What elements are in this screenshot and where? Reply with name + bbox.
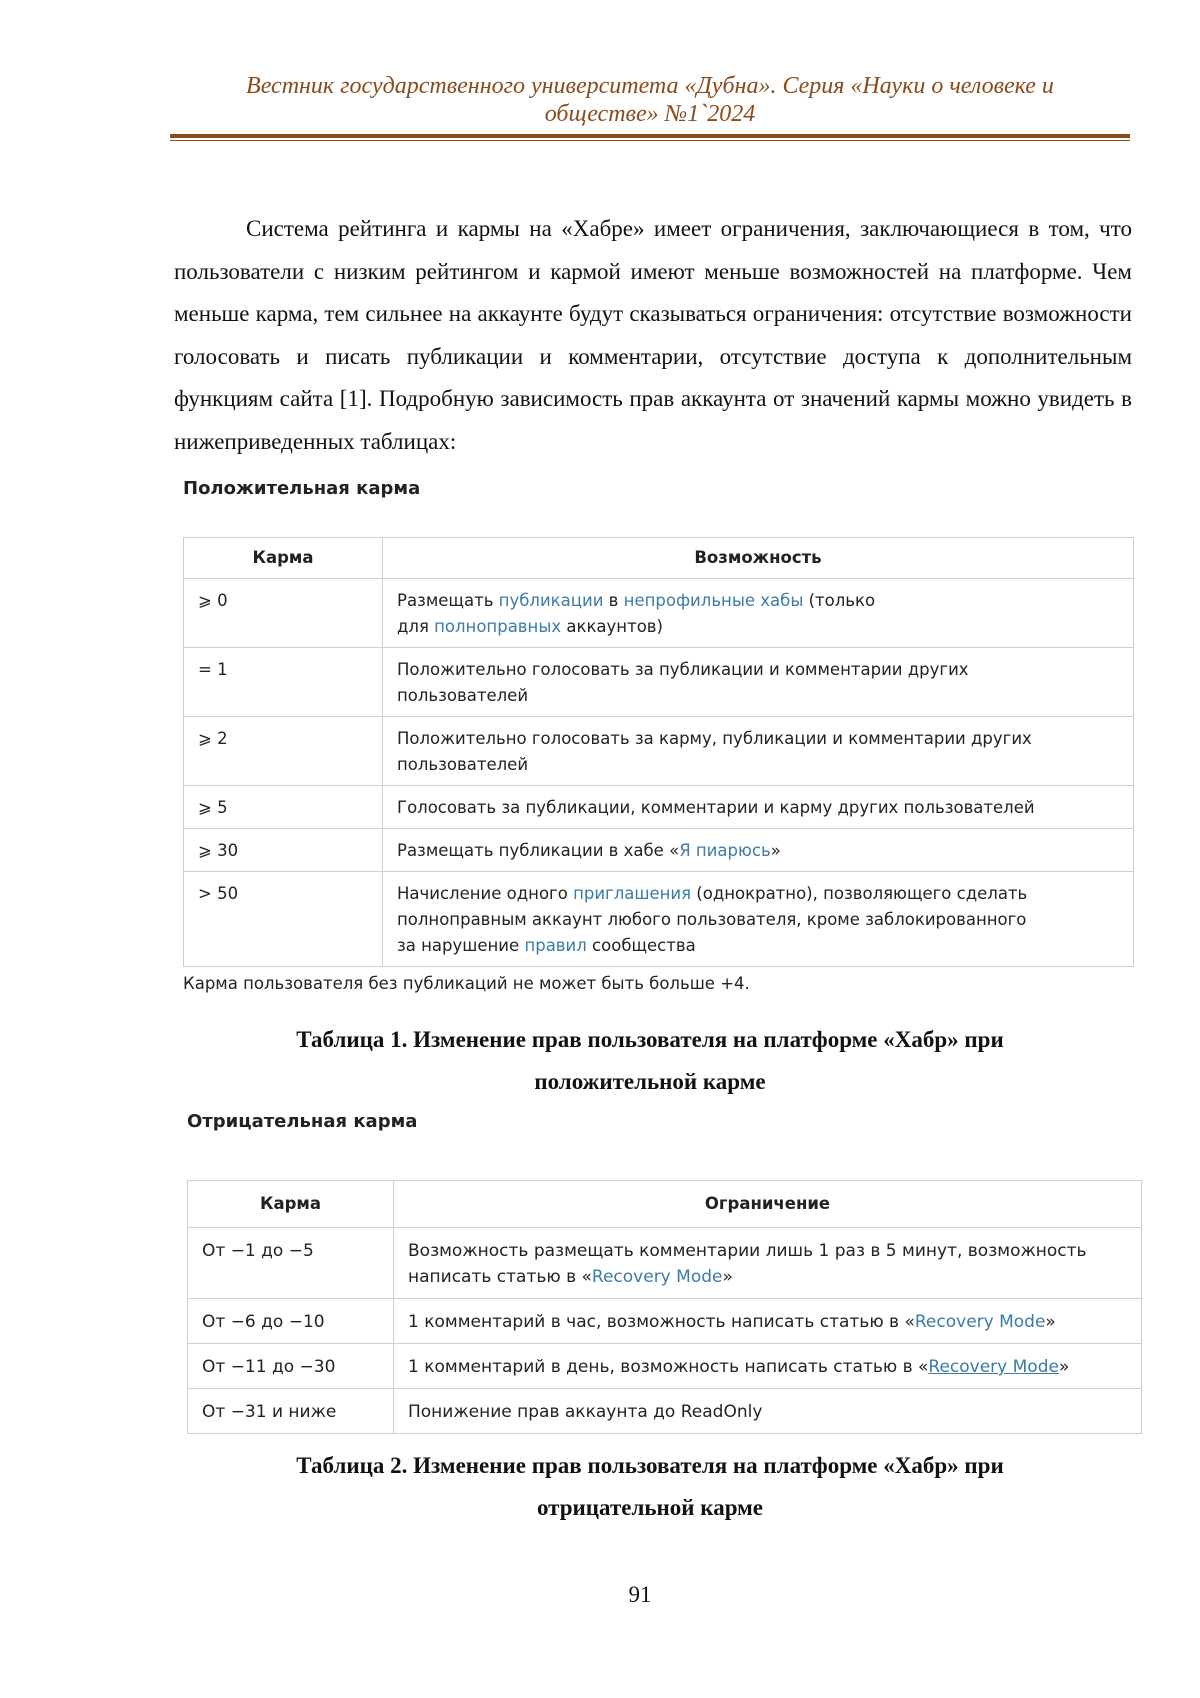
table-row bbox=[184, 872, 1134, 967]
restriction-cell bbox=[394, 1389, 1142, 1434]
column-header-restriction: Ограничение bbox=[394, 1181, 1142, 1228]
text-span: Размещать bbox=[397, 591, 499, 610]
text-span: (однократно), позволяющего сделать bbox=[691, 884, 1028, 903]
karma-range: От −11 до −30 bbox=[188, 1344, 394, 1389]
ability-cell bbox=[383, 829, 1134, 872]
table1-caption-line1: Таблица 1. Изменение прав пользователя на платформе «Хабр» при bbox=[296, 1027, 1004, 1052]
link-recovery-mode[interactable]: Recovery Mode bbox=[928, 1357, 1059, 1377]
table-header-row bbox=[184, 538, 1134, 579]
text-span: 1 комментарий в час, возможность написать статью в « bbox=[408, 1312, 915, 1332]
link-publications[interactable]: публикации bbox=[498, 591, 604, 610]
table-row bbox=[188, 1389, 1142, 1434]
table1-caption bbox=[250, 1019, 1050, 1103]
positive-karma-table bbox=[183, 537, 1134, 967]
text-span: Положительно голосовать за карму, публикации и комментарии других bbox=[397, 729, 1032, 748]
text-span: » bbox=[770, 841, 781, 860]
link-recovery-mode[interactable]: Recovery Mode bbox=[591, 1267, 723, 1287]
table-row bbox=[184, 786, 1134, 829]
karma-value: = 1 bbox=[184, 648, 383, 717]
table-row bbox=[188, 1228, 1142, 1299]
header-divider-thin bbox=[170, 140, 1130, 141]
text-span: (только bbox=[803, 591, 876, 610]
table-row bbox=[184, 579, 1134, 648]
karma-value: ⩾ 2 bbox=[184, 717, 383, 786]
text-span: в bbox=[603, 591, 624, 610]
ability-cell bbox=[383, 786, 1134, 829]
karma-value: ⩾ 30 bbox=[184, 829, 383, 872]
text-span: полноправным аккаунт любого пользователя, кроме заблокированного bbox=[397, 910, 1027, 929]
table-row bbox=[184, 717, 1134, 786]
text-span: » bbox=[1045, 1312, 1056, 1332]
text-span: Начисление одного bbox=[397, 884, 574, 903]
text-span: Возможность размещать комментарии лишь 1 раз в 5 минут, возможность bbox=[408, 1241, 1087, 1261]
karma-note: Карма пользователя без публикаций не может быть больше +4. bbox=[183, 974, 750, 993]
link-rules[interactable]: правил bbox=[524, 936, 587, 955]
table1-caption-line2: положительной карме bbox=[534, 1069, 766, 1094]
karma-range: От −6 до −10 bbox=[188, 1299, 394, 1344]
text-span: Понижение прав аккаунта до ReadOnly bbox=[408, 1402, 763, 1422]
column-header-ability: Возможность bbox=[383, 538, 1134, 579]
text-span: написать статью в « bbox=[408, 1267, 592, 1287]
ability-cell bbox=[383, 717, 1134, 786]
negative-karma-table bbox=[187, 1180, 1142, 1434]
text-span: пользователей bbox=[397, 686, 529, 705]
table-header-row bbox=[188, 1181, 1142, 1228]
table-row bbox=[188, 1299, 1142, 1344]
text-span: 1 комментарий в день, возможность написать статью в « bbox=[408, 1357, 929, 1377]
text-span: Положительно голосовать за публикации и комментарии других bbox=[397, 660, 969, 679]
table-row bbox=[184, 829, 1134, 872]
link-non-core-hubs[interactable]: непрофильные хабы bbox=[623, 591, 804, 610]
negative-karma-title: Отрицательная карма bbox=[187, 1111, 418, 1132]
text-span: для bbox=[397, 617, 435, 636]
table2-caption bbox=[250, 1445, 1050, 1529]
text-span: сообщества bbox=[586, 936, 696, 955]
karma-value: ⩾ 5 bbox=[184, 786, 383, 829]
intro-paragraph: Система рейтинга и кармы на «Хабре» имеет ограничения, заключающиеся в том, что пользователи с низким рейтингом и кармой имеют меньше возможностей на платформе. Чем меньше карма, тем сильнее на аккаунте будут сказываться ограничения: отсутствие возможности голосовать и писать публикации и комментарии, отсутствие доступа к дополнительным функциям сайта [1]. Подробную зависимость прав аккаунта от значений кармы можно увидеть в нижеприведенных таблицах: bbox=[174, 216, 1132, 454]
page-number: 91 bbox=[628, 1582, 652, 1607]
karma-value: > 50 bbox=[184, 872, 383, 967]
karma-range: От −31 и ниже bbox=[188, 1389, 394, 1434]
text-span: Голосовать за публикации, комментарии и карму других пользователей bbox=[397, 798, 1035, 817]
positive-karma-title: Положительная карма bbox=[183, 478, 421, 499]
table2-caption-line1: Таблица 2. Изменение прав пользователя на платформе «Хабр» при bbox=[296, 1453, 1004, 1478]
ability-cell bbox=[383, 872, 1134, 967]
table2-caption-line2: отрицательной карме bbox=[536, 1495, 764, 1520]
table-row bbox=[188, 1344, 1142, 1389]
text-span: пользователей bbox=[397, 755, 529, 774]
restriction-cell bbox=[394, 1299, 1142, 1344]
header-divider bbox=[170, 134, 1130, 138]
text-span: » bbox=[1058, 1357, 1070, 1377]
restriction-cell bbox=[394, 1228, 1142, 1299]
karma-range: От −1 до −5 bbox=[188, 1228, 394, 1299]
ability-cell bbox=[383, 579, 1134, 648]
link-pr-hub[interactable]: Я пиарюсь bbox=[679, 841, 771, 860]
text-span: аккаунтов) bbox=[561, 617, 663, 636]
column-header-karma: Карма bbox=[184, 538, 383, 579]
text-span: Размещать публикации в хабе « bbox=[397, 841, 680, 860]
karma-value: ⩾ 0 bbox=[184, 579, 383, 648]
column-header-karma: Карма bbox=[188, 1181, 394, 1228]
link-invitation[interactable]: приглашения bbox=[573, 884, 692, 903]
table-row bbox=[184, 648, 1134, 717]
journal-header-line1: Вестник государственного университета «Дубна». Серия «Науки о человеке и bbox=[246, 73, 1054, 99]
journal-header bbox=[170, 72, 1130, 128]
text-span: за нарушение bbox=[397, 936, 525, 955]
link-full-accounts[interactable]: полноправных bbox=[434, 617, 562, 636]
journal-header-line2: обществе» №1`2024 bbox=[544, 101, 756, 127]
restriction-cell bbox=[394, 1344, 1142, 1389]
link-recovery-mode[interactable]: Recovery Mode bbox=[914, 1312, 1046, 1332]
ability-cell bbox=[383, 648, 1134, 717]
text-span: » bbox=[722, 1267, 733, 1287]
